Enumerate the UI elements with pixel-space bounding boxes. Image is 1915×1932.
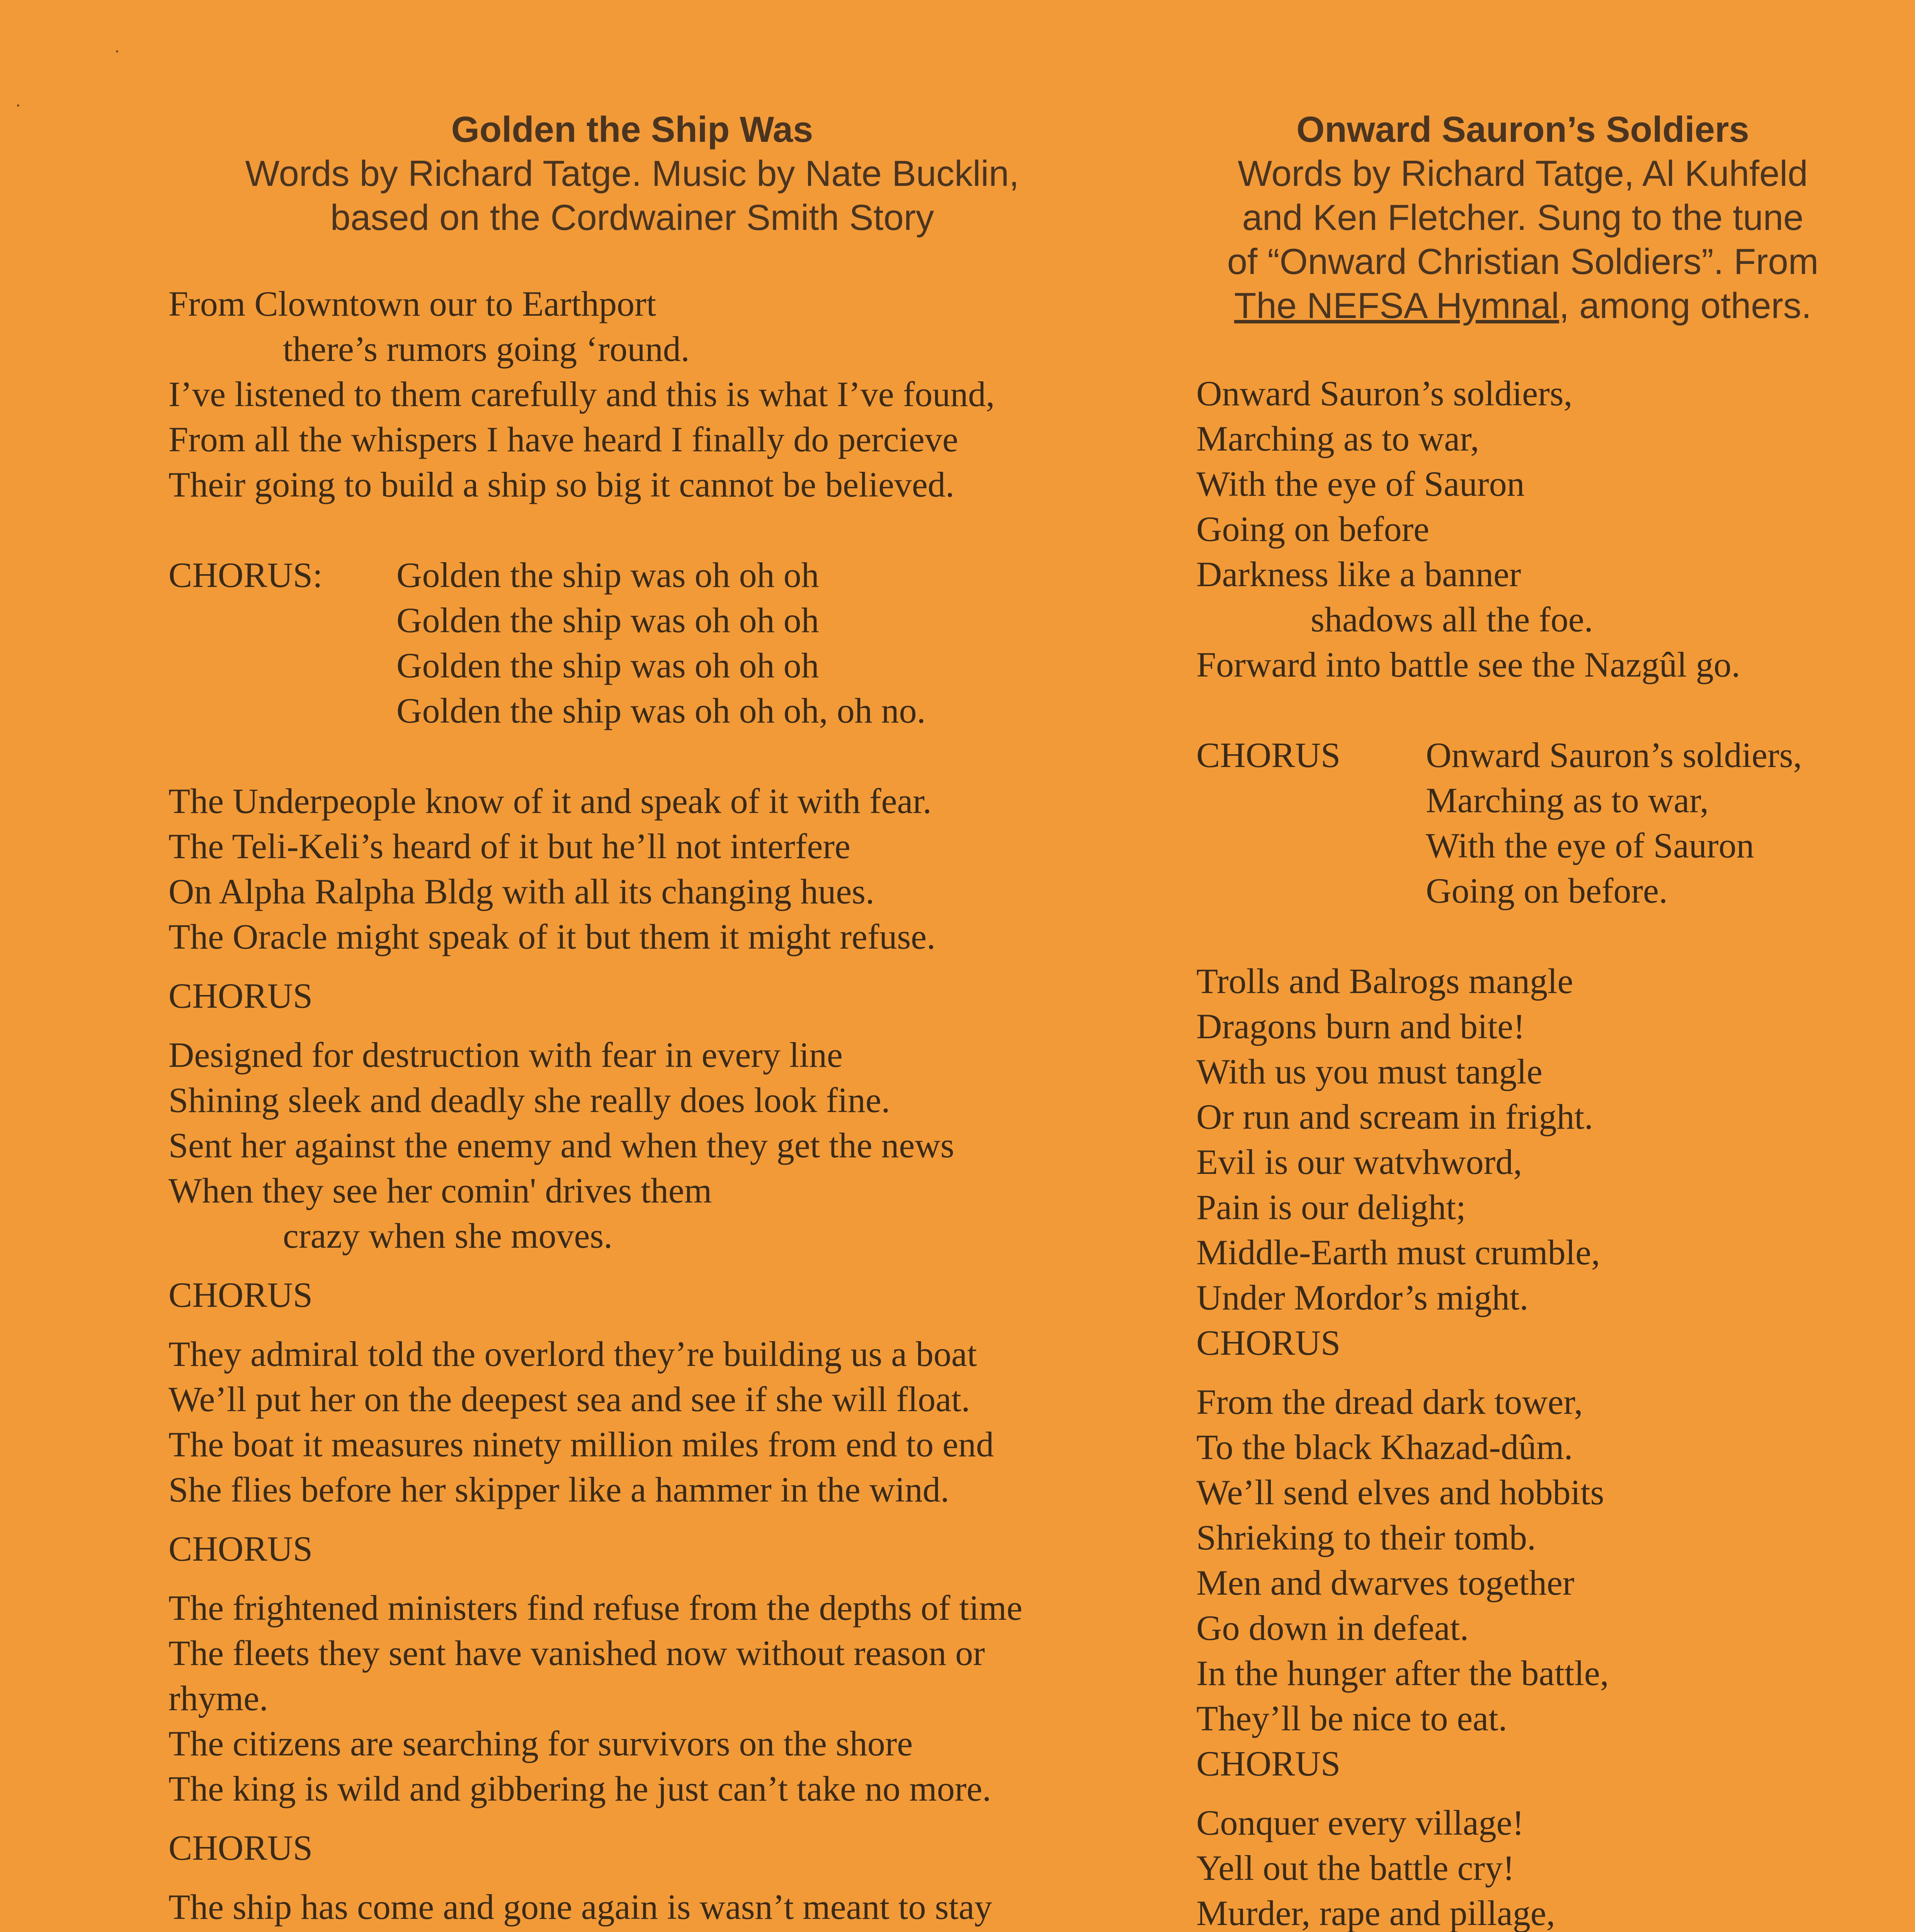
song-lyrics <box>168 281 1111 1932</box>
lyric-line: The Underpeople know of it and speak of it with fear. <box>168 781 932 821</box>
lyric-line: The fleets they sent have vanished now without reason or <box>168 1633 985 1673</box>
lyric-line: When they see her comin' drives them <box>168 1171 712 1210</box>
chorus-line: Going on before. <box>1426 871 1668 910</box>
lyric-line: Shrieking to their tomb. <box>1196 1518 1536 1557</box>
lyric-line: Their going to build a ship so big it cannot be believed. <box>168 465 954 504</box>
lyric-line: Yell out the battle cry! <box>1196 1848 1515 1888</box>
song-title: Golden the Ship Was <box>451 109 813 150</box>
lyric-line: Onward Sauron’s soldiers, <box>1196 374 1573 413</box>
lyric-line: Sent her against the enemy and when they get the news <box>168 1126 954 1165</box>
paper-speck <box>116 50 118 53</box>
lyric-line: Trolls and Balrogs mangle <box>1196 961 1573 1001</box>
song-credit <box>1196 284 1849 328</box>
chorus-label: CHORUS <box>1196 1744 1341 1783</box>
lyric-line: there’s rumors going ‘round. <box>283 329 690 369</box>
lyric-line: The citizens are searching for survivors on the shore <box>168 1724 913 1763</box>
lyric-line: Designed for destruction with fear in every line <box>168 1035 843 1075</box>
lyric-line: Or run and scream in fright. <box>1196 1097 1594 1136</box>
chorus-line: Golden the ship was oh oh oh, oh no. <box>396 691 926 730</box>
song-credit: Words by Richard Tatge. Music by Nate Bucklin, <box>245 153 1019 194</box>
lyric-line: shadows all the foe. <box>1311 600 1593 639</box>
chorus-label: CHORUS <box>1196 735 1341 775</box>
lyric-line: From all the whispers I have heard I finally do percieve <box>168 420 958 459</box>
lyric-line: From the dread dark tower, <box>1196 1382 1583 1422</box>
song-title: Onward Sauron’s Soldiers <box>1296 109 1749 150</box>
chorus-label: CHORUS: <box>168 555 323 595</box>
lyric-line: On Alpha Ralpha Bldg with all its changing hues. <box>168 872 875 911</box>
lyric-line <box>168 1930 1111 1932</box>
chorus-line: Golden the ship was oh oh oh <box>396 600 819 640</box>
chorus-label: CHORUS <box>168 1529 313 1568</box>
song-lyrics <box>1196 371 1876 1932</box>
song-credit: Words by Richard Tatge, Al Kuhfeld <box>1238 153 1808 194</box>
lyric-line: Dragons burn and bite! <box>1196 1007 1525 1046</box>
lyric-line: The Teli-Keli’s heard of it but he’ll not interfere <box>168 827 850 866</box>
lyric-line: Shining sleek and deadly she really does look fine. <box>168 1080 890 1120</box>
lyric-line: We’ll send elves and hobbits <box>1196 1473 1604 1512</box>
chorus-line: Golden the ship was oh oh oh <box>396 646 819 685</box>
lyric-line: Under Mordor’s might. <box>1196 1278 1529 1317</box>
lyric-line: Marching as to war, <box>1196 419 1480 458</box>
lyric-line: Middle-Earth must crumble, <box>1196 1233 1600 1272</box>
credit-tail: , among others. <box>1559 285 1812 326</box>
hymnal-title: The NEFSA Hymnal <box>1234 285 1559 326</box>
lyric-line: Go down in defeat. <box>1196 1608 1469 1648</box>
lyric-line: The frightened ministers find refuse from the depths of time <box>168 1588 1022 1628</box>
song-credit: of “Onward Christian Soldiers”. From <box>1227 241 1819 282</box>
lyric-line: I’ve listened to them carefully and this is what I’ve found, <box>168 374 995 414</box>
lyric-line: Men and dwarves together <box>1196 1563 1575 1602</box>
lyric-line: Forward into battle see the Nazgûl go. <box>1196 645 1740 684</box>
lyric-line: We’ll put her on the deepest sea and see if she will float. <box>168 1379 970 1419</box>
chorus-label: CHORUS <box>168 1828 313 1867</box>
lyric-line: Going on before <box>1196 509 1429 549</box>
lyric-line: From Clowntown our to Earthport <box>168 284 656 323</box>
chorus-line: Marching as to war, <box>1426 781 1709 820</box>
chorus-line: Golden the ship was oh oh oh <box>396 555 819 595</box>
song-header <box>1196 107 1849 328</box>
lyric-line: Murder, rape and pillage, <box>1196 1893 1555 1932</box>
song-header <box>145 107 1119 240</box>
chorus-block <box>1196 733 1876 913</box>
lyric-line: They admiral told the overlord they’re building us a boat <box>168 1334 977 1374</box>
lyric-line: The ship has come and gone again is wasn’t meant to stay <box>168 1887 992 1927</box>
lyric-line: With the eye of Sauron <box>1196 464 1525 503</box>
lyric-line: In the hunger after the battle, <box>1196 1653 1609 1693</box>
lyric-line: Conquer every village! <box>1196 1803 1524 1842</box>
lyric-line: Darkness like a banner <box>1196 554 1521 594</box>
chorus-line: Onward Sauron’s soldiers, <box>1426 735 1802 775</box>
lyric-line: With us you must tangle <box>1196 1052 1543 1091</box>
lyric-line: The Oracle might speak of it but them it might refuse. <box>168 917 936 956</box>
song-credit: based on the Cordwainer Smith Story <box>330 197 934 238</box>
lyric-line: The boat it measures ninety million miles from end to end <box>168 1425 994 1464</box>
lyric-line: crazy when she moves. <box>283 1216 613 1255</box>
lyric-line: Evil is our watvhword, <box>1196 1142 1522 1182</box>
lyric-line: They’ll be nice to eat. <box>1196 1699 1507 1738</box>
lyric-line: rhyme. <box>168 1679 269 1718</box>
chorus-label: CHORUS <box>168 1275 313 1315</box>
paper-speck <box>17 104 19 107</box>
chorus-line: With the eye of Sauron <box>1426 826 1754 865</box>
chorus-label: CHORUS <box>1196 1323 1341 1362</box>
lyric-line: The king is wild and gibbering he just can’t take no more. <box>168 1769 992 1808</box>
lyric-line: Pain is our delight; <box>1196 1187 1466 1227</box>
song-credit: and Ken Fletcher. Sung to the tune <box>1242 197 1804 238</box>
chorus-block <box>168 553 1111 733</box>
chorus-label: CHORUS <box>168 976 313 1015</box>
lyric-line: To the black Khazad-dûm. <box>1196 1427 1573 1467</box>
lyric-line: She flies before her skipper like a hammer in the wind. <box>168 1470 949 1509</box>
